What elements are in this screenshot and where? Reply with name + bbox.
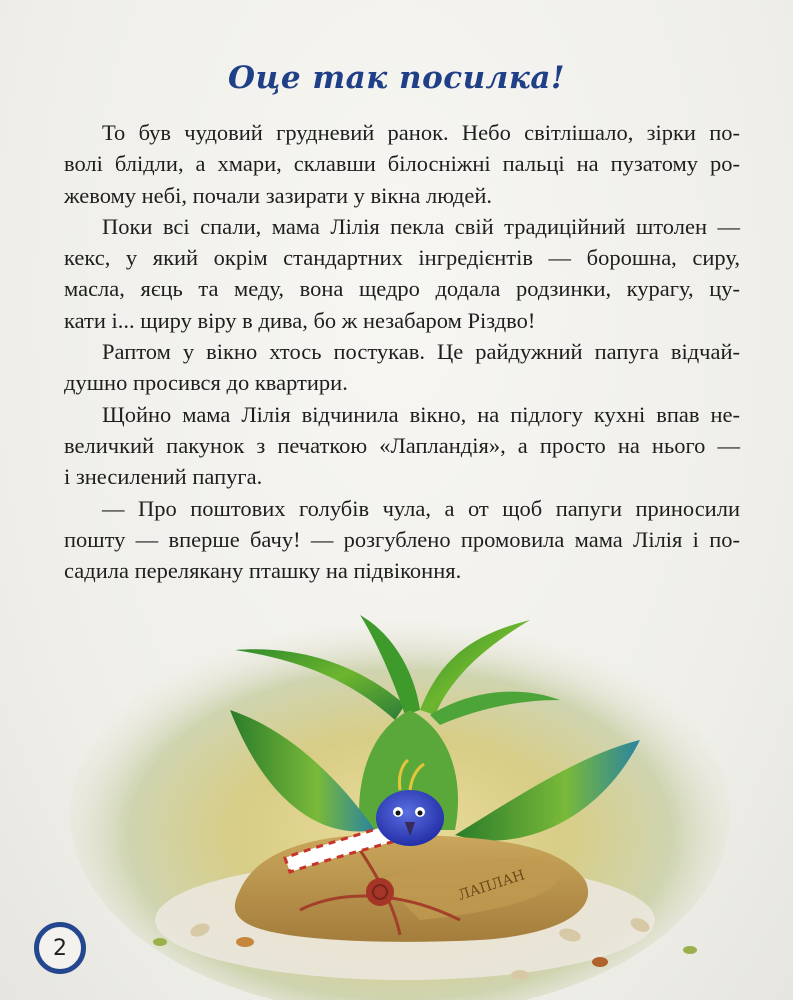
text-line: волі блідли, а хмари, склавши білосніжні пальці на пузатому ро- [64, 151, 740, 177]
paragraph [64, 336, 740, 399]
text-line: Раптом у вікно хтось постукав. Це райдужний папуга відчай- [102, 339, 740, 365]
text-line: — Про поштових голубів чула, а от щоб папуги приносили [102, 495, 740, 521]
text-line: душно просився до квартири. [64, 370, 348, 396]
text-line: масла, яєць та меду, вона щедро додала родзинки, курагу, цу- [64, 276, 740, 302]
text-line: пошту — вперше бачу! — розгублено промовила мама Лілія і по- [64, 526, 740, 552]
text-line: кати і... щиру віру в дива, бо ж незабаром Різдво! [64, 307, 536, 333]
text-line: Щойно мама Лілія відчинила вікно, на підлогу кухні впав не- [102, 401, 740, 427]
wax-seal [366, 878, 394, 906]
text-line: величкий пакунок з печаткою «Лапландія», а просто на нього — [64, 432, 740, 458]
paragraph [64, 211, 740, 336]
paragraph [64, 493, 740, 587]
story-text [64, 117, 740, 586]
text-line: садила перелякану пташку на підвіконня. [64, 558, 462, 584]
text-line: кекс, у який окрім стандартних інгредієнтів — борошна, сиру, [64, 245, 740, 271]
parrot-parcel-illustration [0, 590, 793, 1000]
text-line: То був чудовий грудневий ранок. Небо світлішало, зірки по- [102, 120, 740, 145]
page-number-badge [34, 922, 86, 974]
text-line: і знесилений папуга. [64, 464, 263, 490]
paragraph [64, 399, 740, 493]
paragraph [64, 117, 740, 211]
text-line: жевому небі, почали зазирати у вікна людей. [64, 182, 493, 208]
page-title: Оце так посилка! [227, 60, 566, 96]
page-number: 2 [53, 935, 67, 961]
parcel [235, 834, 588, 942]
text-line: Поки всі спали, мама Лілія пекла свій традиційний штолен — [102, 213, 740, 239]
parcel-label: ЛАПЛАН [456, 867, 527, 904]
